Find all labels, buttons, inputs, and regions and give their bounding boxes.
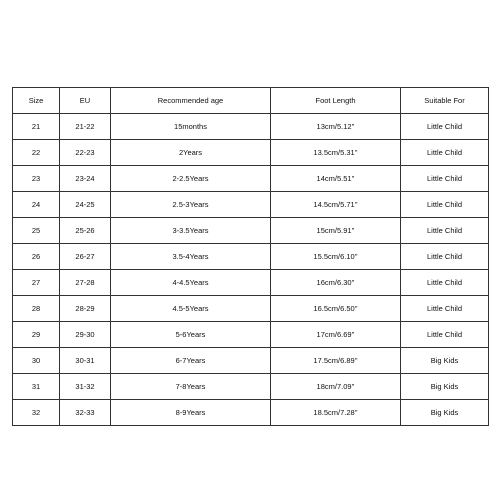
cell-size: 27: [13, 270, 60, 296]
cell-foot-length: 15cm/5.91'': [271, 218, 401, 244]
cell-recommended-age: 4-4.5Years: [111, 270, 271, 296]
table-row: [13, 400, 489, 426]
cell-foot-length: 14.5cm/5.71'': [271, 192, 401, 218]
cell-suitable-for: Little Child: [401, 218, 489, 244]
table-row: [13, 244, 489, 270]
cell-foot-length: 18.5cm/7.28'': [271, 400, 401, 426]
cell-eu: 21-22: [60, 114, 111, 140]
cell-foot-length: 15.5cm/6.10'': [271, 244, 401, 270]
cell-recommended-age: 5-6Years: [111, 322, 271, 348]
cell-foot-length: 16cm/6.30'': [271, 270, 401, 296]
table-header-row: [13, 88, 489, 114]
header-recommended-age: Recommended age: [111, 88, 271, 114]
cell-foot-length: 13cm/5.12'': [271, 114, 401, 140]
cell-size: 25: [13, 218, 60, 244]
cell-size: 24: [13, 192, 60, 218]
cell-foot-length: 14cm/5.51'': [271, 166, 401, 192]
cell-eu: 26-27: [60, 244, 111, 270]
cell-suitable-for: Little Child: [401, 140, 489, 166]
table-row: [13, 114, 489, 140]
cell-size: 29: [13, 322, 60, 348]
header-eu: EU: [60, 88, 111, 114]
cell-size: 32: [13, 400, 60, 426]
cell-size: 22: [13, 140, 60, 166]
cell-foot-length: 17.5cm/6.89'': [271, 348, 401, 374]
cell-suitable-for: Little Child: [401, 322, 489, 348]
cell-suitable-for: Little Child: [401, 296, 489, 322]
table-row: [13, 166, 489, 192]
cell-foot-length: 18cm/7.09'': [271, 374, 401, 400]
cell-recommended-age: 2.5-3Years: [111, 192, 271, 218]
cell-suitable-for: Big Kids: [401, 400, 489, 426]
cell-eu: 32-33: [60, 400, 111, 426]
header-suitable-for: Suitable For: [401, 88, 489, 114]
cell-suitable-for: Little Child: [401, 244, 489, 270]
cell-eu: 30-31: [60, 348, 111, 374]
cell-size: 30: [13, 348, 60, 374]
cell-suitable-for: Little Child: [401, 114, 489, 140]
cell-size: 28: [13, 296, 60, 322]
cell-eu: 31-32: [60, 374, 111, 400]
cell-suitable-for: Big Kids: [401, 348, 489, 374]
table-row: [13, 140, 489, 166]
cell-eu: 28-29: [60, 296, 111, 322]
table-row: [13, 270, 489, 296]
cell-recommended-age: 6-7Years: [111, 348, 271, 374]
table-row: [13, 296, 489, 322]
cell-eu: 29-30: [60, 322, 111, 348]
cell-eu: 24-25: [60, 192, 111, 218]
cell-size: 26: [13, 244, 60, 270]
table-row: [13, 192, 489, 218]
cell-size: 21: [13, 114, 60, 140]
cell-suitable-for: Big Kids: [401, 374, 489, 400]
cell-eu: 23-24: [60, 166, 111, 192]
cell-recommended-age: 15months: [111, 114, 271, 140]
table-row: [13, 374, 489, 400]
header-foot-length: Foot Length: [271, 88, 401, 114]
cell-recommended-age: 2Years: [111, 140, 271, 166]
size-chart-table: [12, 87, 489, 426]
cell-eu: 25-26: [60, 218, 111, 244]
cell-foot-length: 13.5cm/5.31'': [271, 140, 401, 166]
cell-suitable-for: Little Child: [401, 166, 489, 192]
cell-foot-length: 17cm/6.69'': [271, 322, 401, 348]
cell-foot-length: 16.5cm/6.50'': [271, 296, 401, 322]
cell-suitable-for: Little Child: [401, 270, 489, 296]
table-row: [13, 322, 489, 348]
cell-eu: 27-28: [60, 270, 111, 296]
cell-suitable-for: Little Child: [401, 192, 489, 218]
cell-recommended-age: 8-9Years: [111, 400, 271, 426]
cell-size: 23: [13, 166, 60, 192]
cell-recommended-age: 3-3.5Years: [111, 218, 271, 244]
table-row: [13, 218, 489, 244]
cell-recommended-age: 7-8Years: [111, 374, 271, 400]
cell-recommended-age: 4.5-5Years: [111, 296, 271, 322]
cell-recommended-age: 2-2.5Years: [111, 166, 271, 192]
header-size: Size: [13, 88, 60, 114]
cell-eu: 22-23: [60, 140, 111, 166]
cell-recommended-age: 3.5-4Years: [111, 244, 271, 270]
table-row: [13, 348, 489, 374]
cell-size: 31: [13, 374, 60, 400]
